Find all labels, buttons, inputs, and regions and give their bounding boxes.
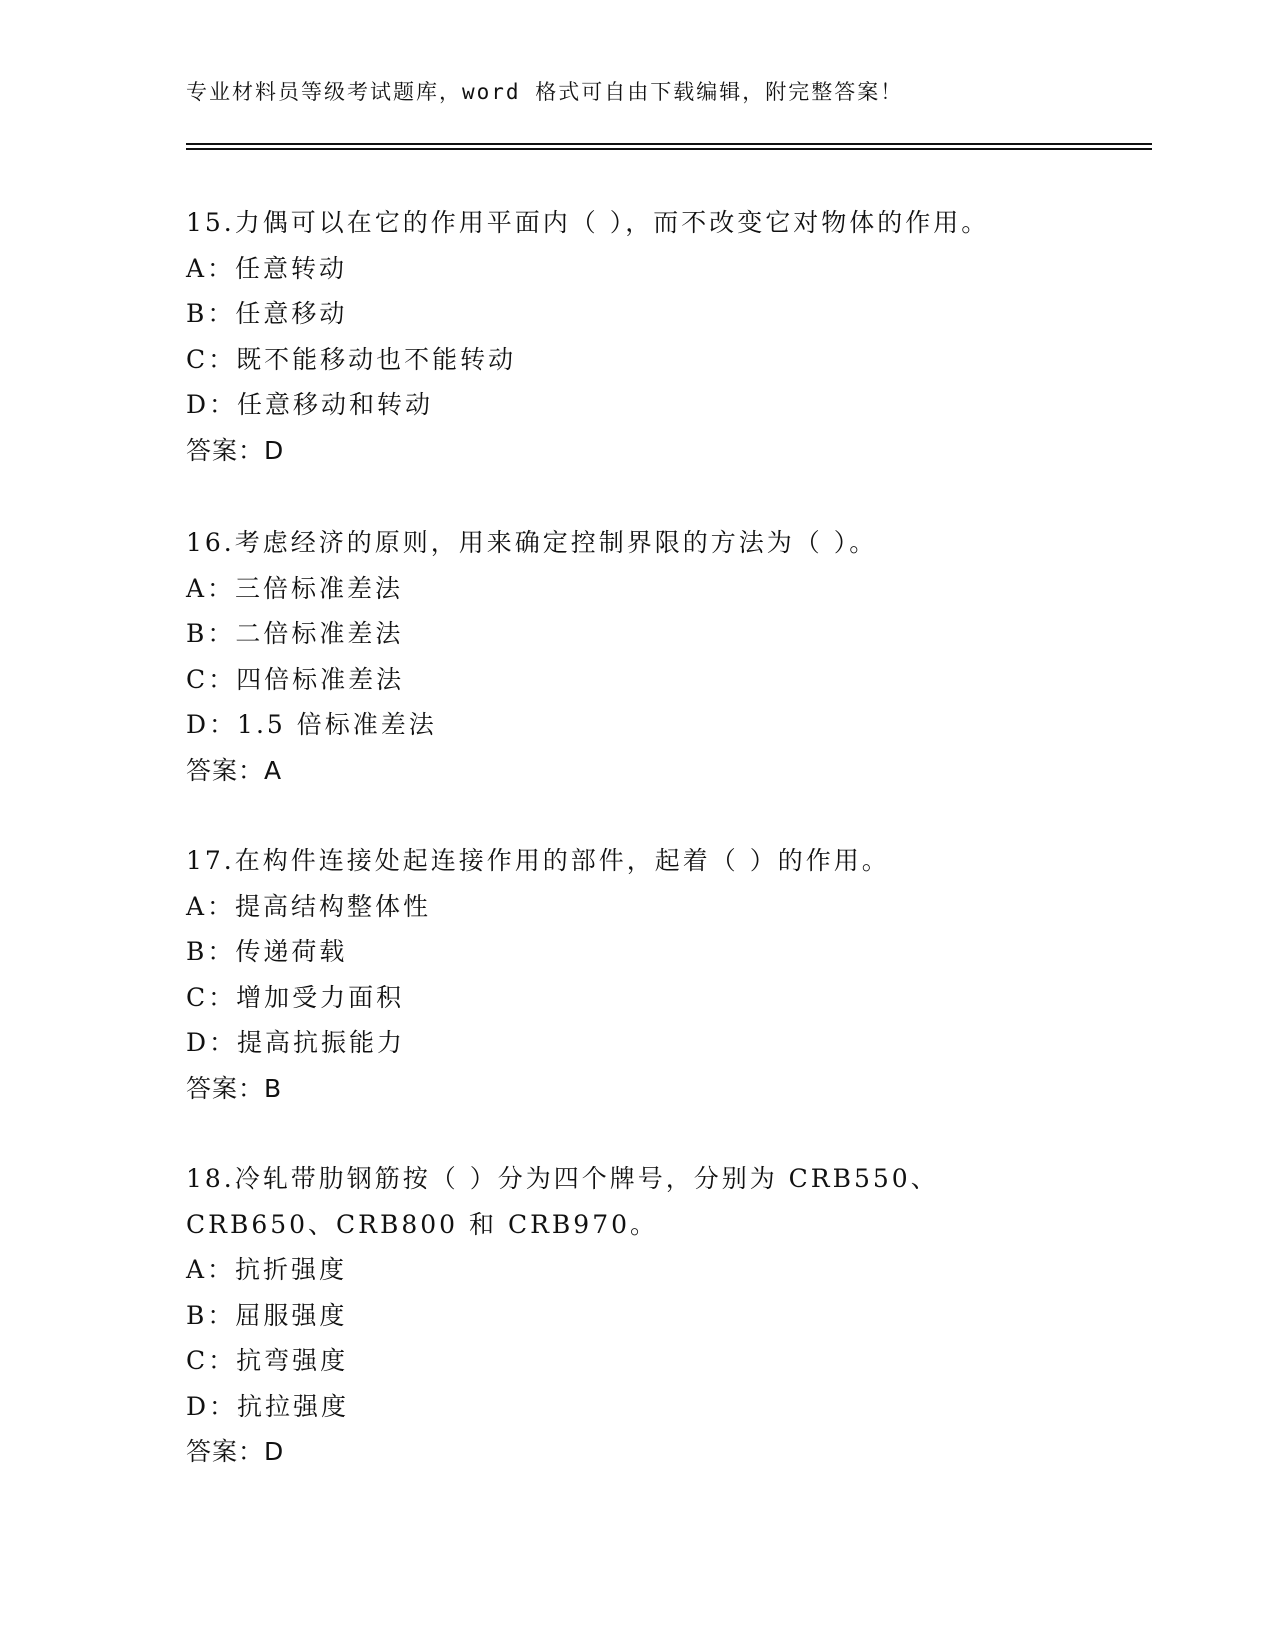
header-divider — [186, 143, 1152, 145]
option-b: B：二倍标准差法 — [186, 619, 404, 648]
option-a: A：提高结构整体性 — [186, 891, 432, 921]
option-a: A：任意转动 — [186, 253, 348, 283]
question-17 — [186, 838, 1086, 1111]
header-divider — [186, 148, 1152, 150]
question-16 — [186, 520, 1086, 793]
answer: 答案：B — [186, 1073, 283, 1103]
question-stem: 17.在构件连接处起连接作用的部件，起着（ ）的作用。 — [186, 846, 890, 875]
option-c: C：增加受力面积 — [186, 982, 405, 1012]
option-c: C：四倍标准差法 — [186, 664, 405, 694]
option-d: D：任意移动和转动 — [186, 390, 434, 419]
option-b: B：传递荷载 — [186, 937, 348, 966]
answer: 答案：D — [186, 435, 285, 465]
question-18 — [186, 1156, 1086, 1475]
question-stem: 15.力偶可以在它的作用平面内（ ），而不改变它对物体的作用。 — [186, 208, 990, 237]
option-c: C：抗弯强度 — [186, 1346, 349, 1375]
option-d: D：抗拉强度 — [186, 1391, 350, 1421]
question-stem: 16.考虑经济的原则，用来确定控制界限的方法为（ ）。 — [186, 528, 878, 557]
page-header: 专业材料员等级考试题库，word 格式可自由下载编辑，附完整答案！ — [186, 80, 904, 104]
question-15 — [186, 200, 1086, 473]
answer: 答案：D — [186, 1437, 285, 1466]
option-d: D：1.5 倍标准差法 — [186, 710, 437, 739]
option-b: B：任意移动 — [186, 299, 348, 328]
question-stem: 18.冷轧带肋钢筋按（ ）分为四个牌号，分别为 CRB550、CRB650、CRB800 和 CRB970。 — [186, 1164, 939, 1239]
option-a: A：抗折强度 — [186, 1255, 348, 1284]
option-b: B：屈服强度 — [186, 1300, 348, 1330]
answer: 答案：A — [186, 755, 283, 785]
option-d: D：提高抗振能力 — [186, 1028, 406, 1057]
option-a: A：三倍标准差法 — [186, 573, 404, 603]
option-c: C：既不能移动也不能转动 — [186, 344, 517, 374]
